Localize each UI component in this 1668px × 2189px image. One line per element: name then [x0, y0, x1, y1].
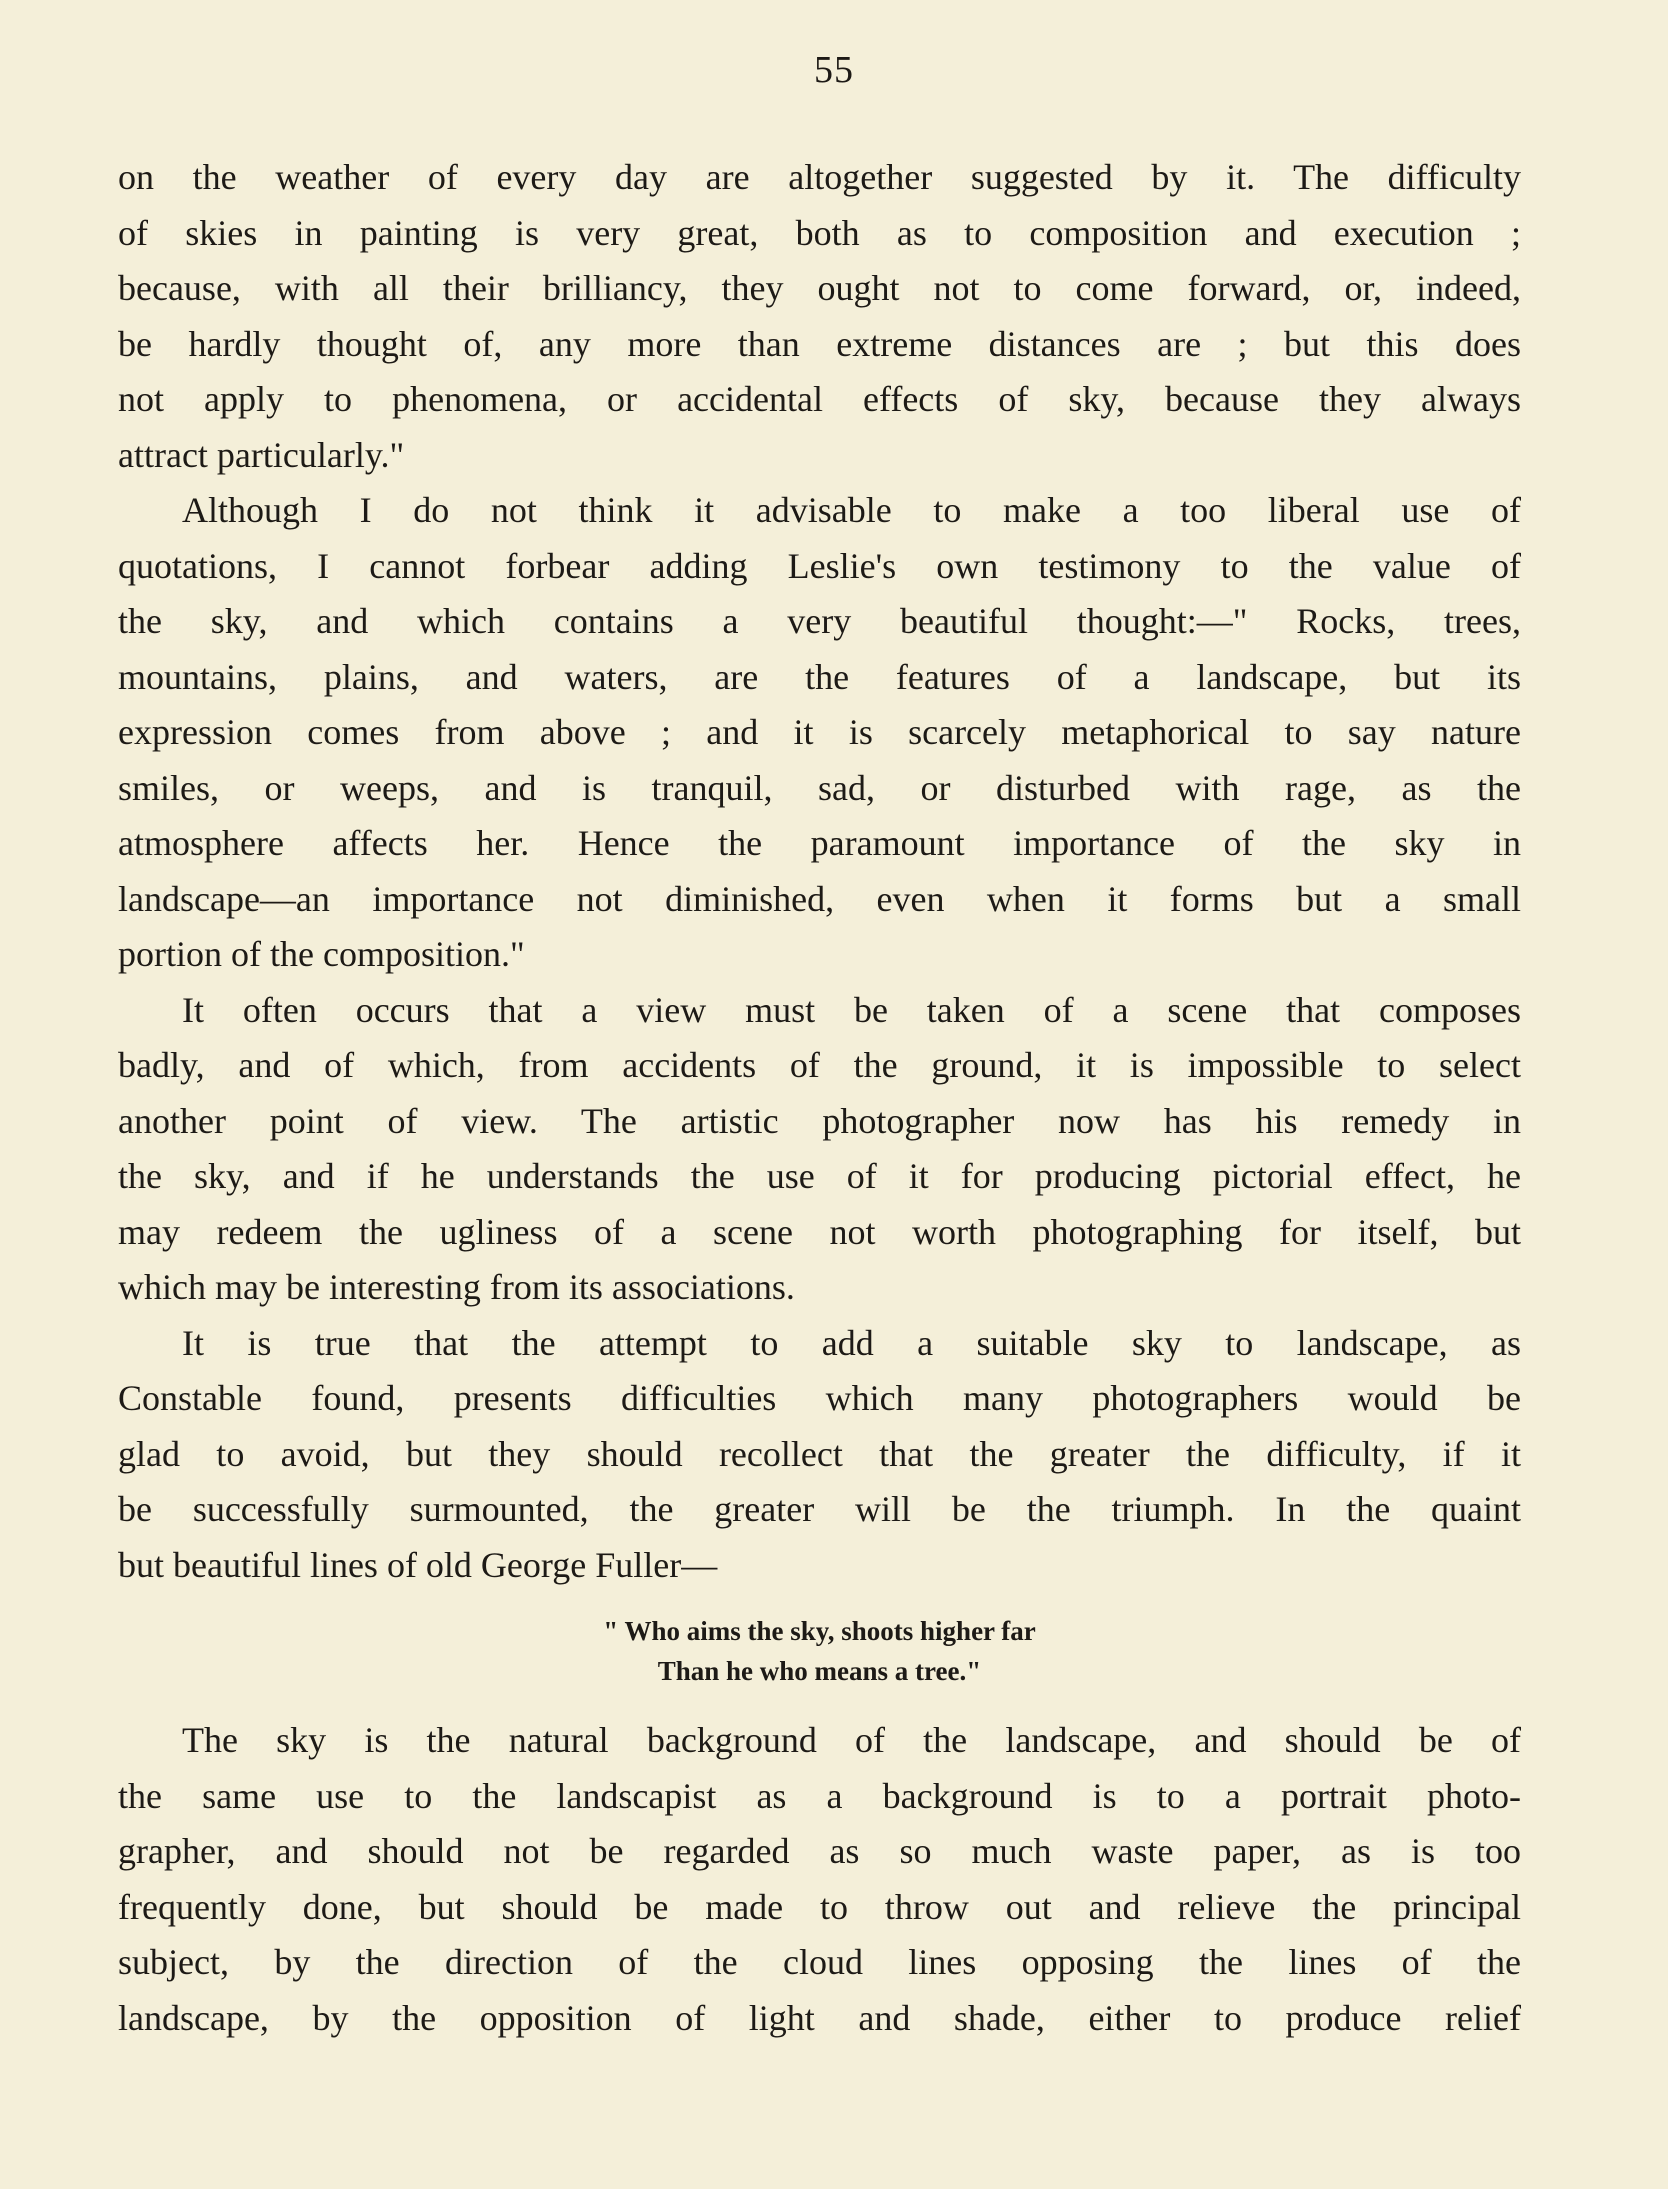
text-line: portion of the composition.": [118, 934, 525, 974]
text-line: the sky, and if he understands the use of it for producing pictorial effect, he: [118, 1156, 1521, 1196]
text-line: because, with all their brilliancy, they ought not to come forward, or, indeed,: [118, 268, 1521, 308]
text-line: It is true that the attempt to add a suitable sky to landscape, as: [182, 1322, 1521, 1363]
text-line: badly, and of which, from accidents of the ground, it is impossible to select: [118, 1045, 1521, 1085]
text-line: grapher, and should not be regarded as so much waste paper, as is too: [118, 1831, 1521, 1871]
page-number: 55: [814, 49, 854, 91]
text-line: not apply to phenomena, or accidental effects of sky, because they always: [118, 379, 1521, 419]
text-line: expression comes from above ; and it is scarcely metaphorical to say nature: [118, 712, 1521, 752]
text-line: quotations, I cannot forbear adding Leslie's own testimony to the value of: [118, 545, 1521, 586]
text-line: subject, by the direction of the cloud lines opposing the lines of the: [118, 1942, 1521, 1982]
text-line: be hardly thought of, any more than extreme distances are ; but this does: [118, 323, 1521, 364]
text-line: frequently done, but should be made to throw out and relieve the principal: [118, 1886, 1521, 1927]
quote-line: Than he who means a tree.": [657, 1656, 982, 1686]
text-line: mountains, plains, and waters, are the features of a landscape, but its: [118, 656, 1521, 697]
body-text: [118, 150, 1521, 2046]
text-line: which may be interesting from its associations.: [118, 1267, 795, 1307]
text-line: the sky, and which contains a very beautiful thought:—" Rocks, trees,: [118, 601, 1521, 641]
text-line: glad to avoid, but they should recollect that the greater the difficulty, if it: [118, 1433, 1521, 1474]
text-line: Although I do not think it advisable to make a too liberal use of: [182, 490, 1521, 530]
text-line: be successfully surmounted, the greater will be the triumph. In the quaint: [118, 1489, 1521, 1529]
text-line: It often occurs that a view must be taken of a scene that composes: [182, 989, 1521, 1030]
text-block-after-quote: [118, 1713, 1521, 2046]
text-line: The sky is the natural background of the landscape, and should be of: [182, 1720, 1521, 1760]
text-line: smiles, or weeps, and is tranquil, sad, or disturbed with rage, as the: [118, 767, 1521, 808]
text-line: attract particularly.": [118, 434, 405, 475]
poem-quote: [118, 1611, 1521, 1691]
text-line: another point of view. The artistic photographer now has his remedy in: [118, 1100, 1521, 1141]
text-line: landscape—an importance not diminished, even when it forms but a small: [118, 878, 1521, 919]
text-line: but beautiful lines of old George Fuller—: [118, 1544, 718, 1585]
text-line: atmosphere affects her. Hence the paramount importance of the sky in: [118, 823, 1521, 863]
text-line: Constable found, presents difficulties which many photographers would be: [118, 1378, 1521, 1418]
text-line: may redeem the ugliness of a scene not worth photographing for itself, but: [118, 1211, 1521, 1252]
text-block-before-quote: [118, 150, 1521, 1593]
text-line: on the weather of every day are altogether suggested by it. The difficulty: [118, 157, 1521, 197]
text-line: landscape, by the opposition of light and shade, either to produce relief: [118, 1997, 1521, 2038]
quote-line: " Who aims the sky, shoots higher far: [603, 1616, 1036, 1646]
text-line: of skies in painting is very great, both as to composition and execution ;: [118, 212, 1521, 253]
text-line: the same use to the landscapist as a background is to a portrait photo-: [118, 1775, 1521, 1816]
